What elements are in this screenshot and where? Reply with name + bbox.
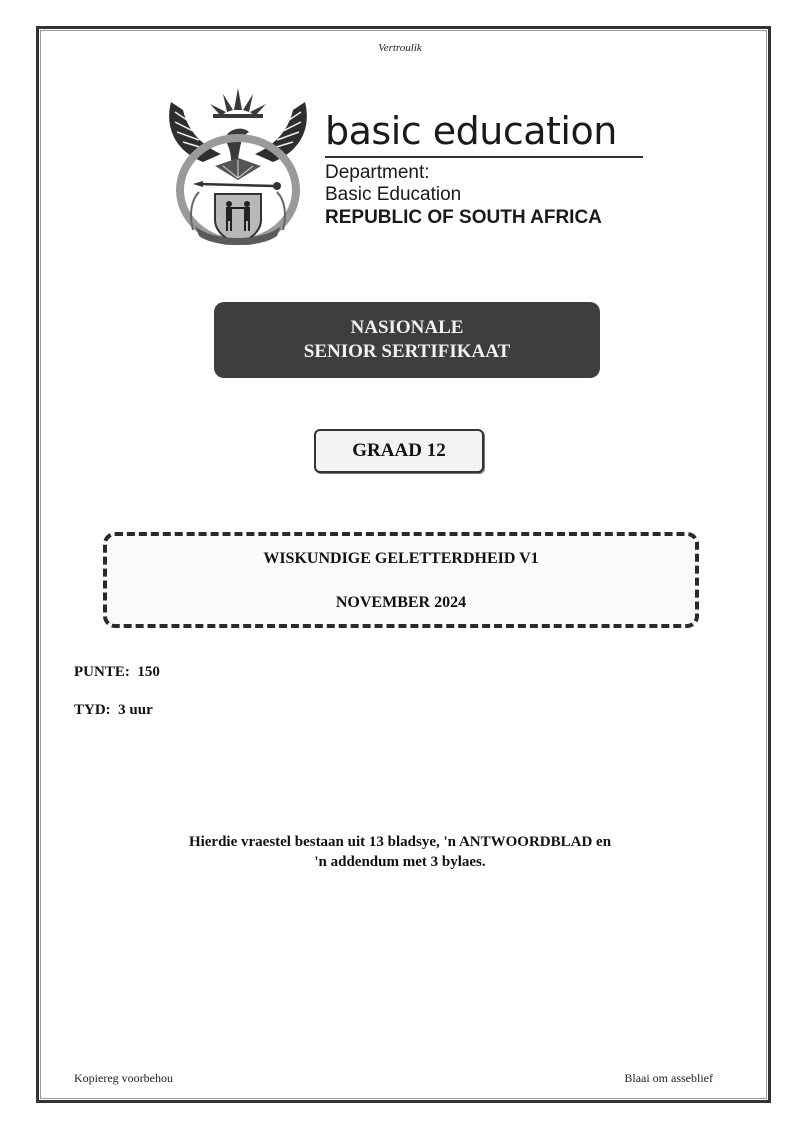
paper-notice <box>0 832 800 872</box>
banner-line-1: NASIONALE <box>350 317 464 338</box>
time-value: 3 uur <box>118 702 153 718</box>
turn-over-footer: Blaai om asseblief <box>624 1071 713 1085</box>
classification-label: Vertroulik <box>378 42 422 54</box>
department-block <box>325 162 461 206</box>
nsc-banner <box>214 302 600 378</box>
grade-box: GRAAD 12 <box>314 429 484 473</box>
department-name: Basic Education <box>325 184 462 205</box>
brand-divider <box>325 156 643 158</box>
subject-box <box>103 532 699 628</box>
time-label: TYD: <box>74 702 111 718</box>
country-name: REPUBLIC OF SOUTH AFRICA <box>325 207 602 228</box>
notice-line-2: 'n addendum met 3 bylaes. <box>314 854 486 870</box>
time-info <box>74 702 153 719</box>
notice-line-1: Hierdie vraestel bestaan uit 13 bladsye, 'n ANTWOORDBLAD en <box>188 834 612 850</box>
exam-session: NOVEMBER 2024 <box>335 594 467 611</box>
south-africa-coat-of-arms-icon <box>163 80 313 245</box>
copyright-footer: Kopiereg voorbehou <box>74 1071 173 1085</box>
subject-title: WISKUNDIGE GELETTERDHEID V1 <box>263 550 539 567</box>
department-label: Department: <box>325 162 430 183</box>
banner-line-2: SENIOR SERTIFIKAAT <box>303 341 511 362</box>
marks-info <box>74 664 160 681</box>
marks-value: 150 <box>137 664 160 680</box>
brand-title: basic education <box>325 109 617 153</box>
marks-label: PUNTE: <box>74 664 130 680</box>
